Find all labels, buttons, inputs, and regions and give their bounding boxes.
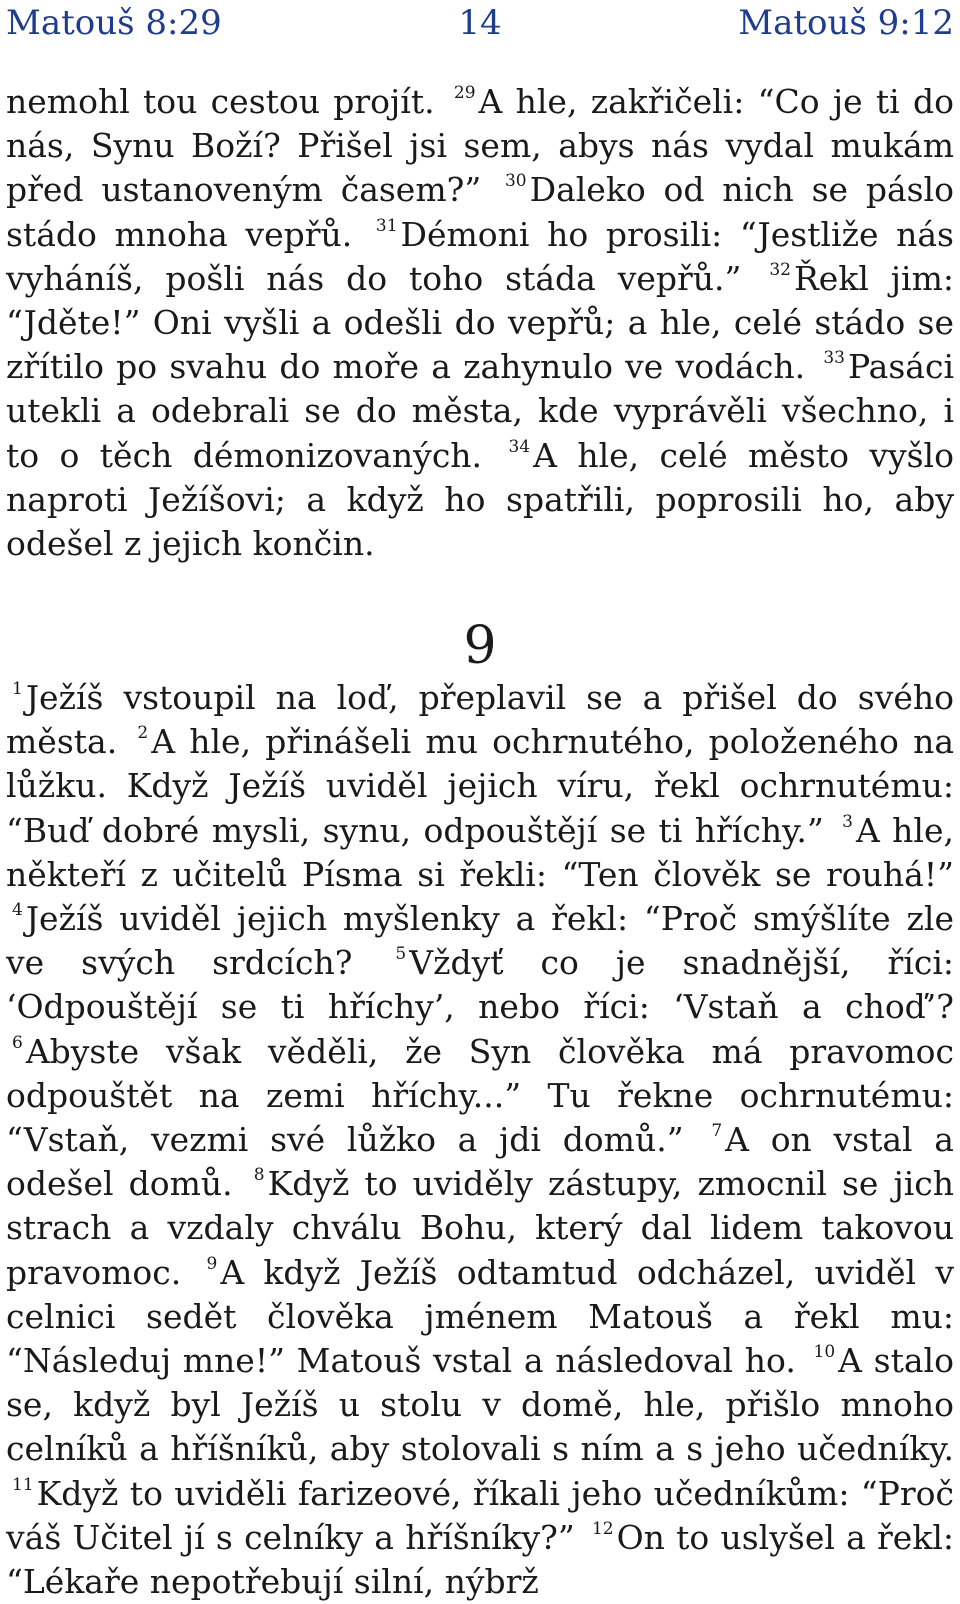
- verse-text: Daleko od nich se páslo stádo mnoha vepřů.: [6, 170, 954, 254]
- verse-number: 29: [453, 83, 476, 103]
- verse-text: Řekl jim: “Jděte!” Oni vyšli a odešli do vepřů; a hle, celé stádo se zřítilo po svahu do moře a zahynulo ve vodách.: [6, 258, 954, 387]
- verse-number: 31: [375, 215, 398, 236]
- verse-number: 33: [823, 348, 845, 369]
- verse-number: 2: [137, 723, 149, 744]
- opening-text: nemohl tou cestou projít.: [6, 82, 435, 121]
- verse-number: 5: [395, 944, 407, 965]
- running-head-start-reference: Matouš 8:29: [6, 3, 222, 43]
- verse-number: 10: [813, 1342, 836, 1363]
- verse-number: 34: [508, 436, 531, 457]
- verse-text: A hle, zakřičeli: “Co je ti do nás, Synu Boží? Přišel jsi sem, abys nás vydal mukám před ustanoveným časem?”: [6, 82, 954, 210]
- running-head-end-reference: Matouš 9:12: [738, 3, 954, 43]
- verse-text: Démoni ho prosili: “Jestliže nás vyháníš, pošli nás do toho stáda vepřů.”: [6, 214, 954, 298]
- verse-number: 30: [504, 171, 527, 192]
- verse-text: Když to uviděli farizeové, říkali jeho učedníkům: “Proč váš Učitel jí s celníky a hříšníky?”: [6, 1473, 954, 1557]
- verse-text: A hle, přinášeli mu ochrnutého, položeného na lůžku. Když Ježíš uviděl jejich víru, řekl ochrnutému: “Buď dobré mysli, synu, odpouštějí se ti hříchy.”: [6, 722, 954, 850]
- verse-text: Ježíš uviděl jejich myšlenky a řekl: “Proč smýšlíte zle ve svých srdcích?: [6, 899, 954, 983]
- verse-text: A on vstal a odešel domů.: [6, 1120, 954, 1204]
- verse-number: 7: [711, 1121, 723, 1142]
- verse-text: A hle, celé město vyšlo naproti Ježíšovi; a když ho spatřili, poprosili ho, aby odešel z jejich končin.: [6, 435, 954, 564]
- chapter-8-text: [6, 80, 954, 566]
- verse-number: 9: [206, 1253, 218, 1274]
- verse-text: Když to uviděly zástupy, zmocnil se jich strach a vzdaly chválu Bohu, který dal lidem takovou pravomoc.: [6, 1164, 955, 1292]
- verse-number: 8: [253, 1165, 265, 1186]
- verse-number: 32: [769, 259, 791, 280]
- verse-number: 1: [12, 679, 23, 699]
- verse-text: A když Ježíš odtamtud odcházel, uviděl v celnici sedět člověka jménem Matouš a řekl mu: “Následuj mne!” Matouš vstal a následoval ho.: [6, 1252, 954, 1381]
- verse-text: On to uslyšel a řekl: “Lékaře nepotřebují silní, nýbrž: [6, 1517, 954, 1602]
- verse-text: Vždyť co je snadnější, říci: ‘Odpouštějí se ti hříchy’, nebo říci: ‘Vstaň a choď’?: [6, 943, 954, 1027]
- verse-number: 11: [12, 1474, 34, 1495]
- page-header: [0, 0, 960, 50]
- chapter-9-text: [6, 676, 954, 1604]
- verse-number: 6: [12, 1032, 23, 1053]
- verse-text: Ježíš vstoupil na loď, přeplavil se a přišel do svého města.: [6, 678, 954, 762]
- verse-text: A stalo se, když byl Ježíš u stolu v domě, hle, přišlo mnoho celníků a hříšníků, aby stolovali s ním a s jeho učedníky.: [6, 1341, 954, 1469]
- page-number: 14: [458, 3, 502, 43]
- verse-number: 4: [12, 900, 23, 921]
- verse-text: Pasáci utekli a odebrali se do města, kde vyprávěli všechno, i to o těch démonizovaných.: [6, 347, 954, 475]
- verse-number: 3: [842, 811, 853, 832]
- verse-number: 12: [591, 1518, 614, 1539]
- verse-text: Abyste však věděli, že Syn člověka má pravomoc odpouštět na zemi hříchy...” Tu řekne ochrnutému: “Vstaň, vezmi své lůžko a jdi domů.”: [6, 1031, 954, 1160]
- verse-text: A hle, někteří z učitelů Písma si řekli: “Ten člověk se rouhá!”: [6, 810, 954, 894]
- chapter-heading: 9: [463, 616, 497, 676]
